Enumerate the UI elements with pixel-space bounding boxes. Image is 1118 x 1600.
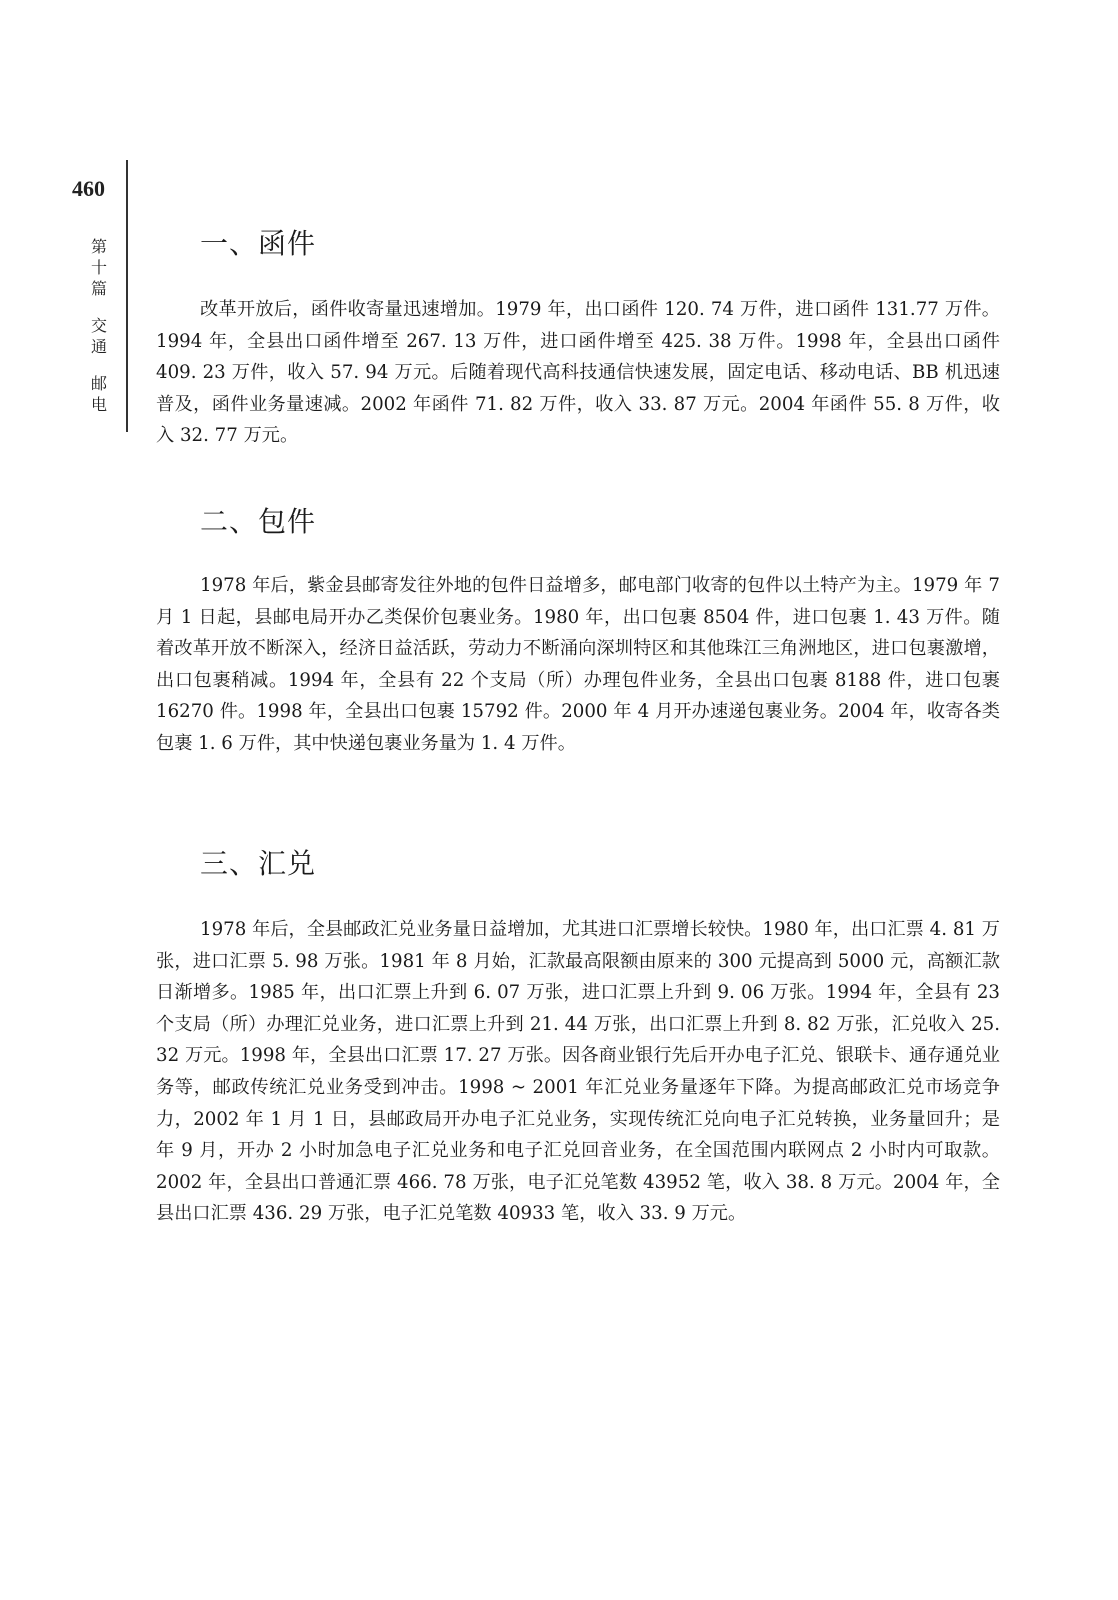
section-heading: 三、汇兑 bbox=[200, 847, 317, 880]
section-body: 1978 年后，紫金县邮寄发往外地的包件日益增多，邮电部门收寄的包件以土特产为主。1979 年 7 月 1 日起，县邮电局开办乙类保价包裹业务。1980 年，出口包裹 8504 件，进口包裹 1. 43 万件。随着改革开放不断深入，经济日益活跃，劳动力不断涌向深圳特区和其他珠江三角洲地区，进口包裹激增，出口包裹稍减。1994 年，全县有 22 个支局（所）办理包件业务，全县出口包裹 8188 件，进口包裹 16270 件。1998 年，全县出口包裹 15792 件。2000 年 4 月开办速递包裹业务。2004 年，收寄各类包裹 1. 6 万件，其中快递包裹业务量为 1. 4 万件。 bbox=[156, 575, 1000, 754]
margin-rule bbox=[126, 160, 128, 432]
chapter-char: 篇 bbox=[90, 279, 107, 298]
chapter-char: 交 bbox=[90, 316, 107, 335]
chapter-char: 第 bbox=[90, 237, 107, 256]
chapter-char: 邮 bbox=[90, 374, 107, 393]
section-body: 1978 年后，全县邮政汇兑业务量日益增加，尤其进口汇票增长较快。1980 年，出口汇票 4. 81 万张，进口汇票 5. 98 万张。1981 年 8 月始，汇款最高限额由原来的 300 元提高到 5000 元，高额汇款日渐增多。1985 年，出口汇票上升到 6. 07 万张，进口汇票上升到 9. 06 万张。1994 年，全县有 23 个支局（所）办理汇兑业务，进口汇票上升到 21. 44 万张，出口汇票上升到 8. 82 万张，汇兑收入 25. 32 万元。1998 年，全县出口汇票 17. 27 万张。因各商业银行先后开办电子汇兑、银联卡、通存通兑业务等，邮政传统汇兑业务受到冲击。1998 ~ 2001 年汇兑业务量逐年下降。为提高邮政汇兑市场竞争力，2002 年 1 月 1 日，县邮政局开办电子汇兑业务，实现传统汇兑向电子汇兑转换，业务量回升；是年 9 月，开办 2 小时加急电子汇兑业务和电子汇兑回音业务，在全国范围内联网点 2 小时内可取款。2002 年，全县出口普通汇票 466. 78 万张，电子汇兑笔数 43952 笔，收入 38. 8 万元。2004 年，全县出口汇票 436. 29 万张，电子汇兑笔数 40933 笔，收入 33. 9 万元。 bbox=[156, 919, 1000, 1225]
chapter-label bbox=[86, 236, 112, 415]
section-body: 改革开放后，函件收寄量迅速增加。1979 年，出口函件 120. 74 万件，进口函件 131.77 万件。1994 年，全县出口函件增至 267. 13 万件，进口函件增至 425. 38 万件。1998 年，全县出口函件 409. 23 万件，收入 57. 94 万元。后随着现代高科技通信快速发展，固定电话、移动电话、BB 机迅速普及，函件业务量速减。2002 年函件 71. 82 万件，收入 33. 87 万元。2004 年函件 55. 8 万件，收入 32. 77 万元。 bbox=[156, 299, 1000, 447]
page-number: 460 bbox=[72, 176, 105, 201]
chapter-char: 电 bbox=[90, 395, 107, 414]
chapter-char: 通 bbox=[90, 337, 107, 356]
section-heading: 一、函件 bbox=[200, 227, 317, 260]
section-heading: 二、包件 bbox=[200, 505, 317, 538]
chapter-char: 十 bbox=[90, 258, 107, 277]
